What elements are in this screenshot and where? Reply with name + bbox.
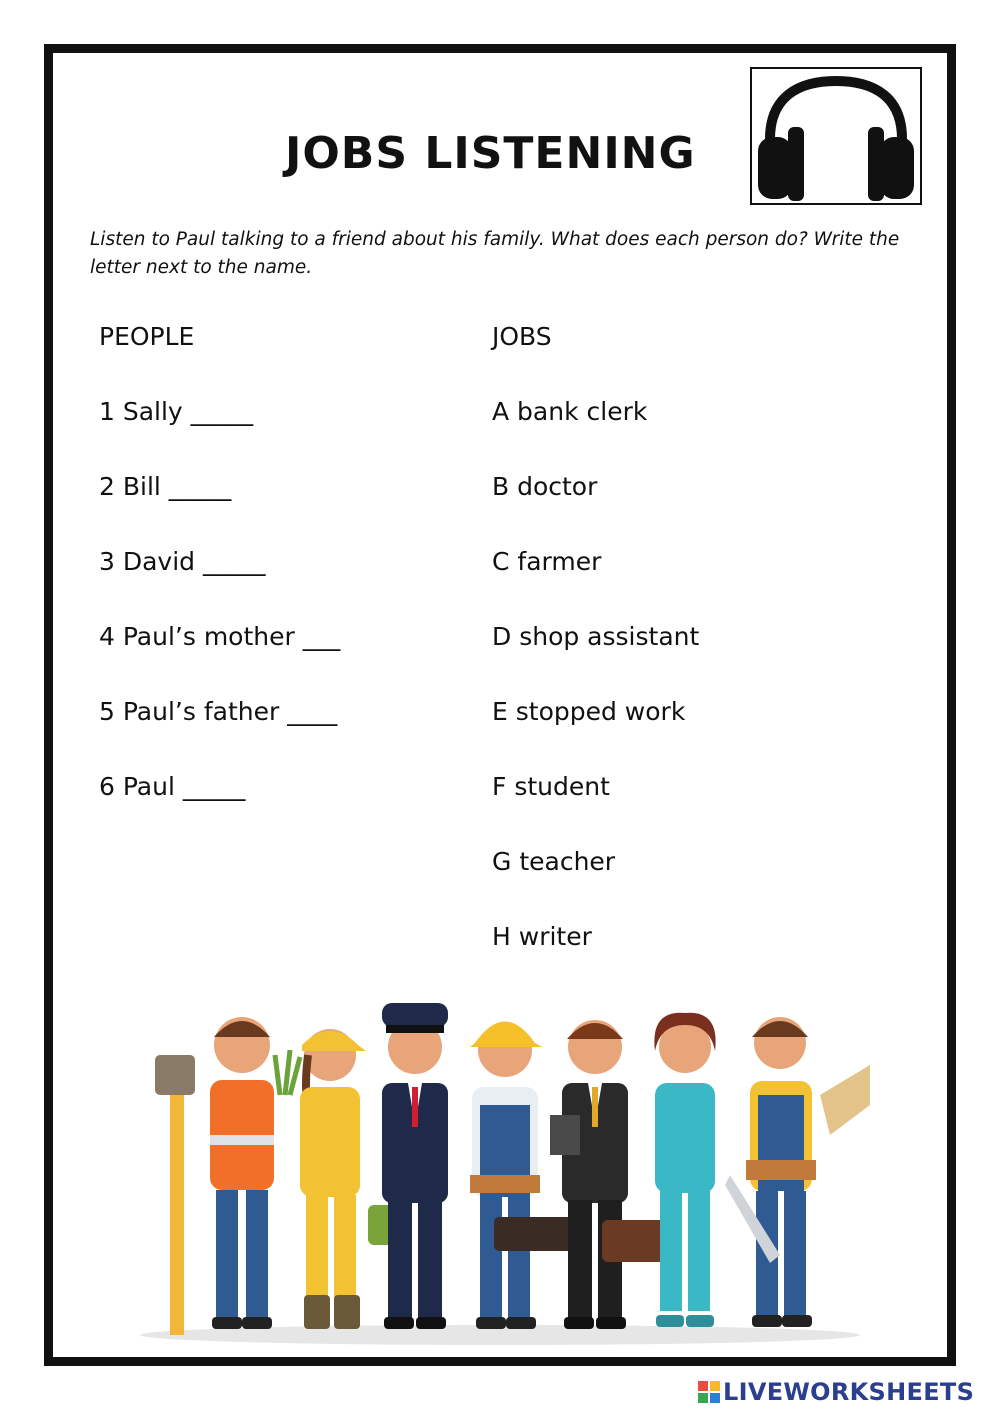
jobs-item: F student — [492, 772, 610, 801]
jobs-item: A bank clerk — [492, 397, 648, 426]
liveworksheets-logo-icon — [698, 1381, 720, 1403]
people-heading: PEOPLE — [99, 322, 195, 351]
jobs-item: B doctor — [492, 472, 598, 501]
people-item: 1 Sally _____ — [99, 397, 254, 426]
brand-watermark — [698, 1378, 974, 1406]
people-item: 4 Paul’s mother ___ — [99, 622, 341, 651]
brand-text: LIVEWORKSHEETS — [723, 1378, 975, 1406]
people-item: 6 Paul _____ — [99, 772, 246, 801]
jobs-item: D shop assistant — [492, 622, 700, 651]
jobs-item: H writer — [492, 922, 592, 951]
jobs-heading: JOBS — [492, 322, 552, 351]
jobs-item: E stopped work — [492, 697, 686, 726]
instructions-text: Listen to Paul talking to a friend about his family. What does each person do? Write the letter next to the name. — [90, 229, 900, 278]
people-item: 3 David _____ — [99, 547, 266, 576]
jobs-item: C farmer — [492, 547, 602, 576]
headphones-icon — [750, 67, 922, 205]
people-item: 2 Bill _____ — [99, 472, 232, 501]
jobs-item: G teacher — [492, 847, 616, 876]
worksheet-title: JOBS LISTENING — [285, 128, 696, 179]
people-item: 5 Paul’s father ____ — [99, 697, 338, 726]
workers-illustration — [130, 995, 870, 1345]
